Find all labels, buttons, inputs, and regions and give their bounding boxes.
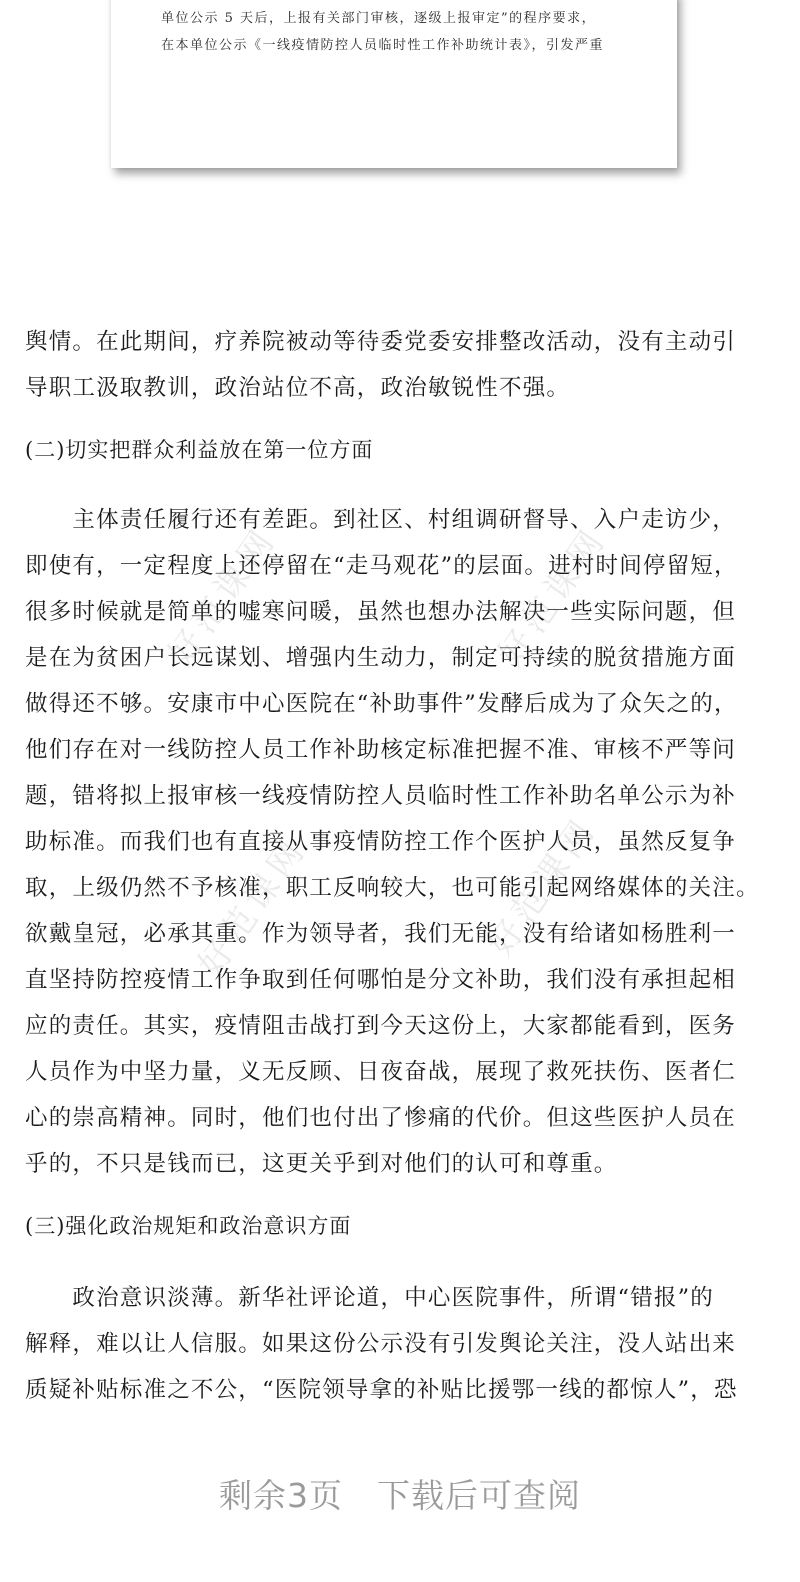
paragraph-line: 主体责任履行还有差距。到社区、村组调研督导、入户走访少， [25,507,737,533]
watermark: 好范课网 [160,519,286,674]
paragraph-line: 即使有，一定程度上还停留在“走马观花”的层面。进村时间停留短， [25,553,738,579]
page-preview-card [111,0,677,168]
remaining-pages-label: 剩余3页 [219,1476,343,1515]
watermark: 好范课网 [190,829,316,984]
paragraph-line: 直坚持防控疫情工作争取到任何哪怕是分文补助，我们没有承担起相 [25,967,737,993]
card-text-line: 单位公示 5 天后，上报有关部门审核，逐级上报审定”的程序要求， [161,11,597,26]
paragraph-line: 助标准。而我们也有直接从事疫情防控工作个医护人员，虽然反复争 [25,829,737,855]
paragraph-line: 舆情。在此期间，疗养院被动等待委党委安排整改活动，没有主动引 [25,329,737,355]
paragraph-line: 他们存在对一线防控人员工作补助核定标准把握不准、审核不严等问 [25,737,737,763]
paragraph-line: 心的崇高精神。同时，他们也付出了惨痛的代价。但这些医护人员在 [25,1105,737,1131]
paragraph-line: 很多时候就是简单的嘘寒问暖，虽然也想办法解决一些实际问题，但 [25,599,737,625]
download-hint-label: 下载后可查阅 [377,1476,581,1515]
section-heading-3: (三)强化政治规矩和政治意识方面 [25,1214,352,1238]
paragraph-line: 人员作为中坚力量，义无反顾、日夜奋战，展现了救死扶伤、医者仁 [25,1059,737,1085]
watermark: 好范课网 [490,519,616,674]
paragraph-line: 做得还不够。安康市中心医院在“补助事件”发酵后成为了众矢之的， [25,691,738,717]
paragraph-line: 题，错将拟上报审核一线疫情防控人员临时性工作补助名单公示为补 [25,783,737,809]
watermark: 好范课网 [480,809,606,964]
paragraph-line: 解释，难以让人信服。如果这份公示没有引发舆论关注，没人站出来 [25,1331,737,1357]
paragraph-line: 取，上级仍然不予核准，职工反响较大，也可能引起网络媒体的关注。 [25,875,760,901]
paragraph-line: 导职工汲取教训，政治站位不高，政治敏锐性不强。 [25,375,571,401]
paragraph-line: 政治意识淡薄。新华社评论道，中心医院事件，所谓“错报”的 [25,1285,715,1311]
download-prompt[interactable] [0,1470,800,1517]
paragraph-line: 应的责任。其实，疫情阻击战打到今天这份上，大家都能看到，医务 [25,1013,737,1039]
paragraph-line: 乎的，不只是钱而已，这更关乎到对他们的认可和尊重。 [25,1151,618,1177]
paragraph-line: 欲戴皇冠，必承其重。作为领导者，我们无能，没有给诸如杨胜利一 [25,921,737,947]
card-text-line: 在本单位公示《一线疫情防控人员临时性工作补助统计表》，引发严重 [161,38,605,53]
section-heading-2: (二)切实把群众利益放在第一位方面 [25,438,374,462]
paragraph-line: 是在为贫困户长远谋划、增强内生动力，制定可持续的脱贫措施方面 [25,645,737,671]
paragraph-line: 质疑补贴标准之不公，“医院领导拿的补贴比援鄂一线的都惊人”，恐 [25,1377,738,1403]
